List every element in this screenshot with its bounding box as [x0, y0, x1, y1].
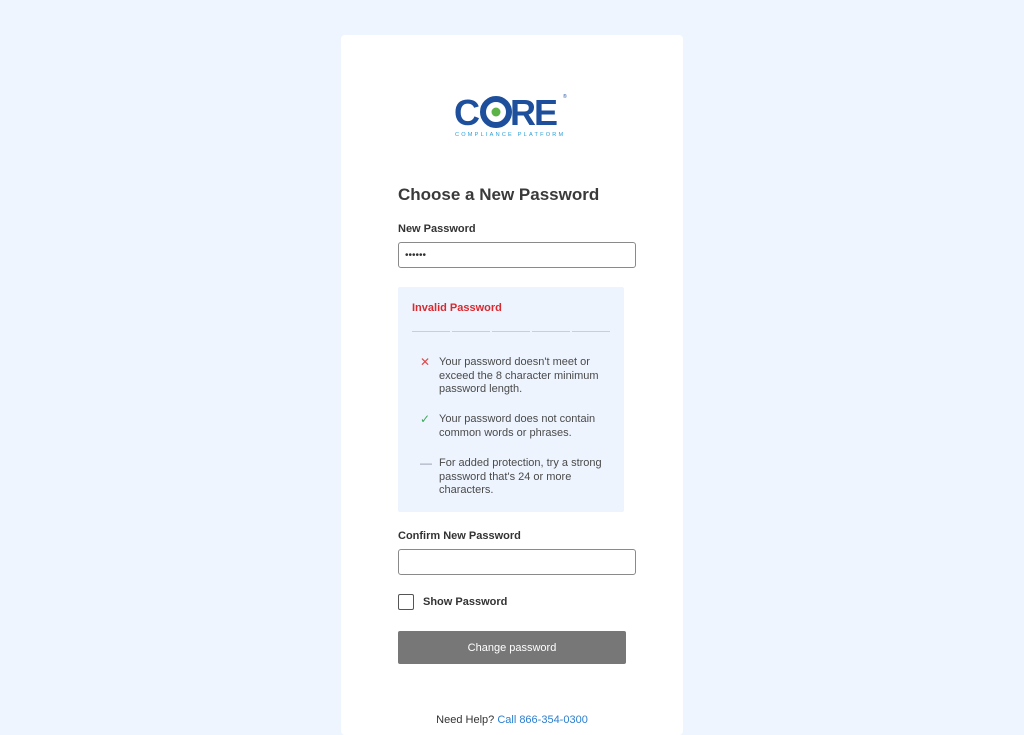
help-phone-link[interactable]: Call 866-354-0300 [497, 714, 588, 726]
strength-segment [572, 331, 610, 332]
help-prefix: Need Help? [436, 714, 498, 726]
page-title: Choose a New Password [398, 185, 600, 204]
login-card [341, 35, 683, 735]
confirm-password-field[interactable] [398, 549, 636, 575]
show-password-label[interactable]: Show Password [423, 596, 508, 608]
strength-segment [492, 331, 530, 332]
checkmark-icon: ✓ [420, 412, 431, 426]
change-password-button[interactable]: Change password [398, 631, 626, 664]
rule-text: For added protection, try a strong password that's 24 or more characters. [439, 457, 602, 496]
rule-strong-length [420, 457, 610, 498]
help-text [341, 714, 683, 726]
x-icon: ✕ [420, 355, 431, 369]
new-password-label: New Password [398, 223, 476, 235]
svg-text:®: ® [563, 94, 567, 100]
new-password-field[interactable] [398, 242, 636, 268]
strength-segment [412, 331, 450, 332]
svg-text:C: C [454, 92, 478, 133]
rule-text: Your password does not contain common words or phrases. [439, 413, 596, 439]
strength-segment [452, 331, 490, 332]
rule-common-words [420, 413, 610, 440]
strength-meter [412, 331, 610, 332]
svg-text:RE: RE [510, 92, 557, 133]
password-status: Invalid Password [412, 302, 502, 314]
strength-segment [532, 331, 570, 332]
core-logo [453, 90, 569, 140]
show-password-checkbox[interactable] [398, 594, 414, 610]
password-requirements-panel [398, 287, 624, 512]
rule-min-length [420, 356, 610, 397]
svg-text:COMPLIANCE PLATFORM: COMPLIANCE PLATFORM [455, 132, 566, 138]
rule-text: Your password doesn't meet or exceed the 8 character minimum password length. [439, 356, 599, 395]
confirm-password-label: Confirm New Password [398, 530, 521, 542]
dash-icon: — [420, 456, 432, 470]
